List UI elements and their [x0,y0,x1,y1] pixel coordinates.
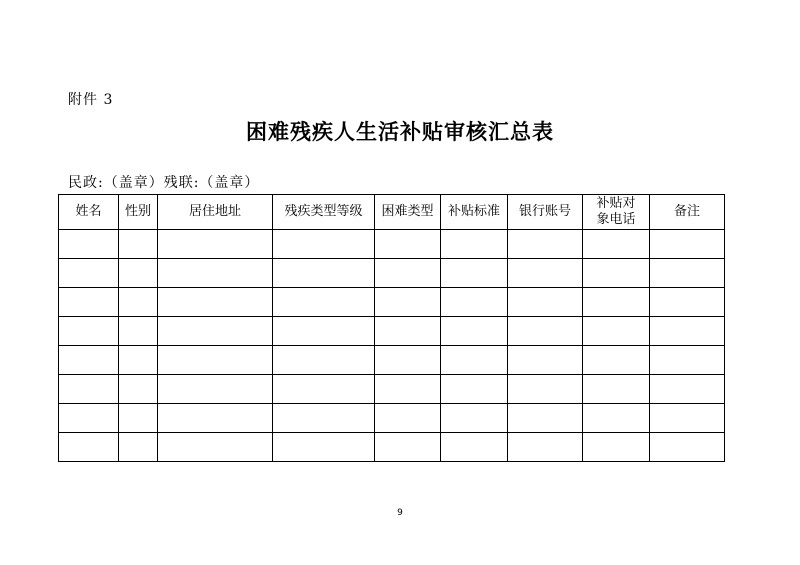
header-hardship-type: 困难类型 [375,195,441,230]
table-cell [583,230,650,259]
table-row [59,259,725,288]
header-name: 姓名 [59,195,119,230]
table-cell [119,230,158,259]
table-cell [119,288,158,317]
table-cell [119,375,158,404]
header-recipient-phone: 补贴对象电话 [583,195,650,230]
table-cell [158,404,273,433]
table-cell [158,259,273,288]
table-cell [158,230,273,259]
table-cell [508,375,583,404]
table-cell [508,433,583,462]
table-cell [119,404,158,433]
attachment-label: 附件 3 [68,92,114,108]
table-cell [59,259,119,288]
table-cell [158,346,273,375]
table-cell [508,404,583,433]
table-row [59,230,725,259]
table-cell [273,259,375,288]
table-cell [273,404,375,433]
header-remarks: 备注 [650,195,725,230]
table-cell [583,433,650,462]
table-cell [158,288,273,317]
table-cell [375,404,441,433]
table-cell [273,433,375,462]
table-cell [119,259,158,288]
table-header-row [59,195,725,230]
table-cell [650,433,725,462]
table-cell [583,288,650,317]
table-cell [375,346,441,375]
table-cell [441,375,508,404]
table-cell [583,317,650,346]
header-bank-account: 银行账号 [508,195,583,230]
table-row [59,404,725,433]
table-cell [508,230,583,259]
table-cell [375,259,441,288]
table-cell [508,346,583,375]
table-cell [650,317,725,346]
table-cell [650,259,725,288]
table-cell [583,404,650,433]
table-cell [59,230,119,259]
header-address: 居住地址 [158,195,273,230]
seal-line: 民政:（盖章）残联:（盖章） [68,175,260,191]
table-cell [508,317,583,346]
header-subsidy-standard: 补贴标准 [441,195,508,230]
table-cell [583,259,650,288]
summary-table [58,194,725,462]
table-cell [273,375,375,404]
page-title: 困难残疾人生活补贴审核汇总表 [246,120,554,144]
table-cell [273,288,375,317]
table-cell [158,317,273,346]
table-row [59,433,725,462]
table-cell [59,317,119,346]
table-cell [650,288,725,317]
table-cell [119,346,158,375]
table-cell [273,346,375,375]
header-disability-type-grade: 残疾类型等级 [273,195,375,230]
table-cell [273,230,375,259]
table-body [59,230,725,462]
table-row [59,317,725,346]
table-cell [375,317,441,346]
table-cell [441,317,508,346]
table-cell [441,404,508,433]
table-cell [375,433,441,462]
table-cell [583,346,650,375]
header-gender: 性别 [119,195,158,230]
table-cell [119,433,158,462]
table-cell [508,259,583,288]
table-cell [583,375,650,404]
table-row [59,346,725,375]
table-cell [375,375,441,404]
table-cell [441,346,508,375]
table-cell [375,288,441,317]
table-cell [441,433,508,462]
table-cell [441,259,508,288]
table-cell [508,288,583,317]
table-cell [650,230,725,259]
table-cell [650,404,725,433]
table-row [59,288,725,317]
table-cell [158,433,273,462]
table-cell [59,404,119,433]
table-cell [119,317,158,346]
table-cell [59,375,119,404]
table-cell [650,375,725,404]
table-row [59,375,725,404]
page-number: 9 [397,508,403,518]
table-cell [375,230,441,259]
table-cell [59,433,119,462]
table-cell [441,288,508,317]
table-cell [158,375,273,404]
table-cell [650,346,725,375]
table-cell [59,346,119,375]
table-cell [441,230,508,259]
table-cell [273,317,375,346]
table-cell [59,288,119,317]
